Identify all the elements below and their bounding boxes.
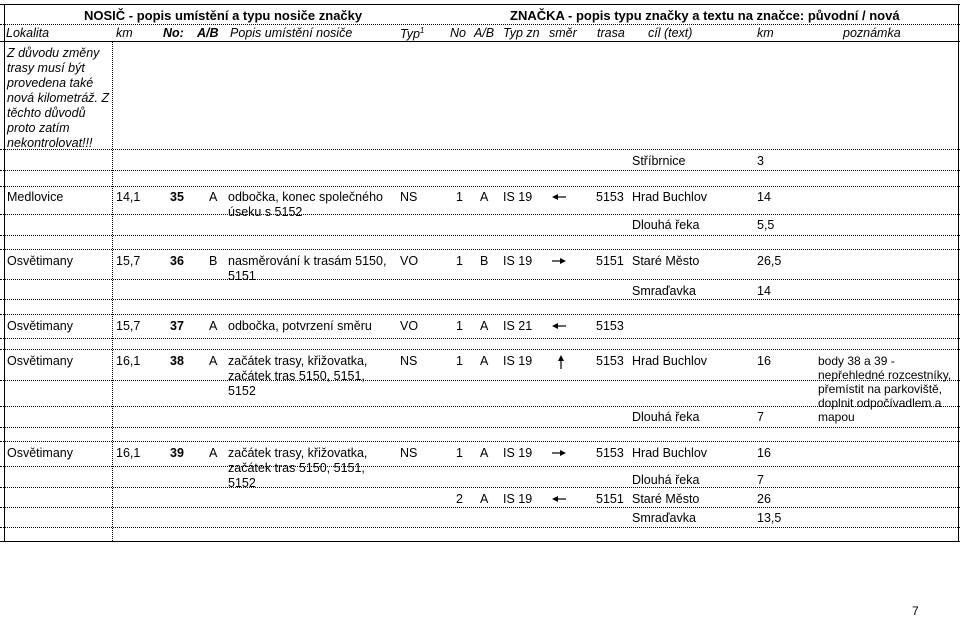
row-line [0,186,960,187]
row-lokalita: Osvětimany [7,354,73,368]
target-name: Hrad Buchlov [632,190,708,204]
row-no: 35 [170,190,184,204]
sign-trasa: 5153 [596,190,624,204]
row-popis: odbočka, potvrzení směru [228,319,372,333]
target-km: 14 [757,190,771,204]
arrow-right-icon [552,256,566,266]
row-line [0,149,960,150]
row-line [0,338,960,339]
row-popis: začátek trasy, křižovatka, začátek tras 5150, 5151, 5152 [228,446,368,490]
target-km: 3 [757,154,764,168]
target-name: Hrad Buchlov [632,354,708,368]
right-border [958,4,959,542]
page-number: 7 [912,604,919,618]
row-km: 15,7 [116,254,141,268]
row-ab: B [209,254,218,268]
sign-no: 1 [456,319,463,333]
sign-ab: A [480,446,489,460]
row-popis: nasměrování k trasám 5150, 5151 [228,254,387,283]
sign-trasa: 5151 [596,492,624,506]
row-no: 37 [170,319,184,333]
arrow-left-icon [552,321,566,331]
col-popis: Popis umístění nosiče [230,26,353,40]
sign-trasa: 5153 [596,446,624,460]
row-line [0,299,960,300]
row-line [0,527,960,528]
target-name: Smraďavka [632,511,696,525]
target-km: 14 [757,284,771,298]
col-poznamka: poznámka [843,26,901,40]
col-typ: Typ$^1$ [400,26,425,42]
row-line [0,235,960,236]
col-no: No: [163,26,184,40]
col-ab2: A/B [474,26,495,40]
col-cil: cíl (text) [648,26,693,40]
row-ab: A [209,319,218,333]
sign-no: 1 [456,190,463,204]
arrow-right-icon [552,448,566,458]
row-line [0,214,960,215]
row-line [0,427,960,428]
row-line [0,349,960,350]
row-lokalita: Osvětimany [7,254,73,268]
target-name: Dlouhá řeka [632,218,700,232]
row-km: 14,1 [116,190,141,204]
target-km: 26 [757,492,771,506]
col-km2: km [757,26,774,40]
target-name: Hrad Buchlov [632,446,708,460]
col-typzn: Typ zn [503,26,540,40]
sign-no: 1 [456,254,463,268]
row-typ: NS [400,354,418,368]
row-no: 36 [170,254,184,268]
sign-trasa: 5153 [596,354,624,368]
target-name: Dlouhá řeka [632,410,700,424]
sign-typzn: IS 19 [503,446,533,460]
row-km: 15,7 [116,319,141,333]
bottom-border [0,541,960,542]
sign-ab: B [480,254,489,268]
target-km: 7 [757,473,764,487]
row-ab: A [209,354,218,368]
target-km: 16 [757,446,771,460]
sign-trasa: 5151 [596,254,624,268]
row-ab: A [209,190,218,204]
sign-trasa: 5153 [596,319,624,333]
arrow-left-icon [552,192,566,202]
row-lokalita: Osvětimany [7,446,73,460]
row-typ: VO [400,319,419,333]
sign-typzn: IS 19 [503,190,533,204]
col-divider [112,41,113,541]
sign-no: 1 [456,354,463,368]
sign-typzn: IS 19 [503,254,533,268]
row-lokalita: Osvětimany [7,319,73,333]
row-line [0,380,960,381]
target-name: Smraďavka [632,284,696,298]
row-line [0,170,960,171]
target-km: 5,5 [757,218,775,232]
left-border [4,4,5,542]
col-lokalita: Lokalita [6,26,50,40]
target-km: 13,5 [757,511,782,525]
col-trasa: trasa [597,26,625,40]
row-line [0,441,960,442]
top-border [0,4,960,5]
col-km: km [116,26,133,40]
arrow-left-icon [552,494,566,504]
row-lokalita: Medlovice [7,190,64,204]
header-divider [0,24,960,25]
col-ab: A/B [197,26,219,40]
row-popis: začátek trasy, křižovatka, začátek tras 5150, 5151, 5152 [228,354,368,398]
right-section-title: ZNAČKA - popis typu značky a textu na značce: původní / nová [510,8,900,23]
sign-ab: A [480,492,489,506]
sign-no: 1 [456,446,463,460]
row-ab: A [209,446,218,460]
row-line [0,487,960,488]
arrow-up-icon [556,355,566,369]
sign-typzn: IS 19 [503,354,533,368]
header-bottom-line [0,41,960,42]
sign-no: 2 [456,492,463,506]
sign-typzn: IS 19 [503,492,533,506]
row-poznamka: body 38 a 39 - nepřehledné rozcestníky, přemístit na parkoviště, doplnit odpočívadlem a mapou [818,354,952,424]
note-text: Z důvodu změny trasy musí být provedena také nová kilometráž. Z těchto důvodů proto zatím nekontrolovat!!! [7,46,110,150]
row-line [0,314,960,315]
row-typ: VO [400,254,419,268]
left-section-title: NOSIČ - popis umístění a typu nosiče značky [84,8,363,23]
sign-ab: A [480,190,489,204]
row-line [0,406,960,407]
row-line [0,279,960,280]
row-no: 39 [170,446,184,460]
row-typ: NS [400,446,418,460]
row-popis: odbočka, konec společného úseku s 5152 [228,190,383,219]
target-name: Dlouhá řeka [632,473,700,487]
target-name: Staré Město [632,492,700,506]
sign-ab: A [480,319,489,333]
sign-typzn: IS 21 [503,319,533,333]
row-line [0,249,960,250]
col-smer: směr [549,26,577,40]
row-line [0,507,960,508]
target-km: 16 [757,354,771,368]
row-km: 16,1 [116,354,141,368]
target-km: 7 [757,410,764,424]
col-no2: No [450,26,466,40]
target-name: Staré Město [632,254,700,268]
row-km: 16,1 [116,446,141,460]
row-line [0,466,960,467]
row-typ: NS [400,190,418,204]
target-km: 26,5 [757,254,782,268]
row-no: 38 [170,354,184,368]
sign-ab: A [480,354,489,368]
target-name: Stříbrnice [632,154,686,168]
